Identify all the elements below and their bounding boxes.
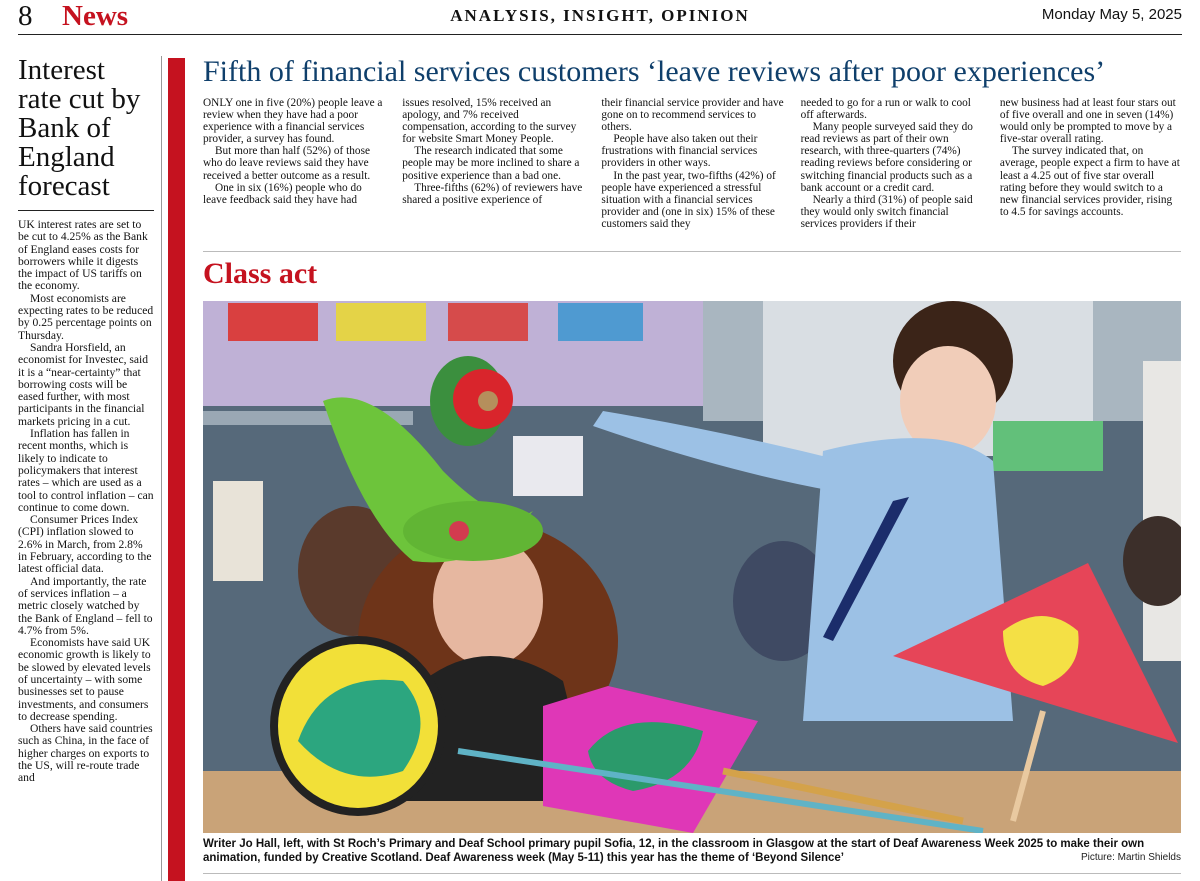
sidebar-paragraph: Sandra Horsfield, an economist for Investec, said it is a “near-certainty” that borrowing costs will be eased further, with most participants in the financial markets pricing in a cut.	[18, 340, 149, 428]
sidebar-paragraph: And importantly, the rate of services inflation – a metric closely watched by the Bank of England – fell to 4.7% from 5%.	[18, 574, 153, 637]
section-name: News	[62, 0, 129, 32]
feature-photo	[203, 301, 1181, 833]
sidebar-paragraph: Most economists are expecting rates to be reduced by 0.25 percentage points on Thursday.	[18, 291, 154, 342]
sidebar-story	[18, 56, 154, 881]
story-paragraph: In the past year, two-fifths (42%) of people have experienced a stressful situation with a financial services provider and (one in six) 15% of these customers said they	[601, 169, 776, 230]
story-paragraph: issues resolved, 15% received an apology, and 7% received compensation, according to the survey for website Smart Money People.	[402, 97, 577, 146]
photo-caption: Writer Jo Hall, left, with St Roch’s Primary and Deaf School primary pupil Sofia, 12, in the classroom in Glasgow at the start of Deaf Awareness Week 2025 to make their own animation, funded by Creative Scotland. Deaf Awareness week (May 5-11) this year has the theme of ‘Beyond Silence’	[203, 838, 1145, 864]
sidebar-paragraph: Consumer Prices Index (CPI) inflation slowed to 2.6% in March, from 2.8% in February, according to the latest official data.	[18, 513, 152, 576]
story-column-3	[601, 97, 784, 249]
photo-credit: Picture: Martin Shields	[1080, 852, 1181, 863]
sidebar-headline: Interest rate cut by Bank of England forecast	[18, 56, 141, 202]
story-paragraph: The survey indicated that, on average, people expect a firm to have at least a 4.25 out of five star overall rating before they would switch to a new financial services provider, rising to 4.5 for savings accounts.	[999, 145, 1180, 218]
story-column-5	[1000, 97, 1183, 249]
page-number: 8	[18, 0, 33, 32]
story-paragraph: their financial service provider and have gone on to recommend services to others.	[601, 97, 784, 134]
story-paragraph: new business had at least four stars out of five overall and one in seven (14%) would only be prompted to move by a five-star overall rating.	[999, 97, 1176, 146]
column-divider	[161, 56, 162, 881]
story-divider	[203, 251, 1181, 252]
sidebar-body	[18, 219, 154, 785]
story-paragraph: Three-fifths (62%) of reviewers have shared a positive experience of	[402, 181, 583, 206]
story-paragraph: ONLY one in five (20%) people leave a review when they have had a poor experience with a financial services provider, a survey has found.	[203, 97, 383, 146]
story-column-4	[801, 97, 984, 249]
story-column-1	[203, 97, 386, 249]
story-paragraph: The research indicated that some people may be more inclined to share a positive experience than a bad one.	[402, 145, 580, 182]
sidebar-paragraph: Economists have said UK economic growth is likely to be slowed by elevated levels of uncertainty – with some businesses set to pause investments, and consumers to decrease spending.	[18, 636, 151, 723]
classroom-photo-illustration	[203, 301, 1181, 833]
issue-date: Monday May 5, 2025	[1041, 6, 1182, 23]
story-paragraph: Many people surveyed said they do read reviews as part of their own research, with three-quarters (74%) reading reviews before considering or switching financial products such as a bank account or a credit card.	[800, 121, 973, 194]
masthead	[18, 0, 1182, 35]
sidebar-paragraph: UK interest rates are set to be cut to 4.25% as the Bank of England eases costs for borrowers while it digests the impact of US tariffs on the economy.	[18, 218, 148, 293]
sidebar-divider	[18, 210, 154, 211]
section-tagline: ANALYSIS, INSIGHT, OPINION	[450, 6, 750, 25]
story-paragraph: One in six (16%) people who do leave feedback said they have had	[203, 181, 362, 206]
story-paragraph: But more than half (52%) of those who do leave reviews said they have received a better outcome as a result.	[203, 145, 371, 182]
bottom-divider	[203, 873, 1181, 874]
story-body	[203, 97, 1183, 249]
sidebar-paragraph: Inflation has fallen in recent months, which is likely to indicate to policymakers that interest rates – which are used as a tool to control inflation – can continue to come down.	[18, 427, 154, 514]
story-headline: Fifth of financial services customers ‘leave reviews after poor experiences’	[203, 55, 1106, 88]
accent-bar	[168, 58, 185, 881]
photo-feature-title: Class act	[203, 257, 318, 290]
story-paragraph: needed to go for a run or walk to cool off afterwards.	[800, 97, 971, 122]
sidebar-paragraph: Others have said countries such as China, in the face of higher charges on exports to the US, will re-route trade and	[18, 722, 153, 785]
story-paragraph: People have also taken out their frustrations with financial services providers in other ways.	[601, 133, 758, 170]
story-column-2	[402, 97, 585, 249]
story-paragraph: Nearly a third (31%) of people said they would only switch financial services providers if their	[800, 193, 973, 230]
